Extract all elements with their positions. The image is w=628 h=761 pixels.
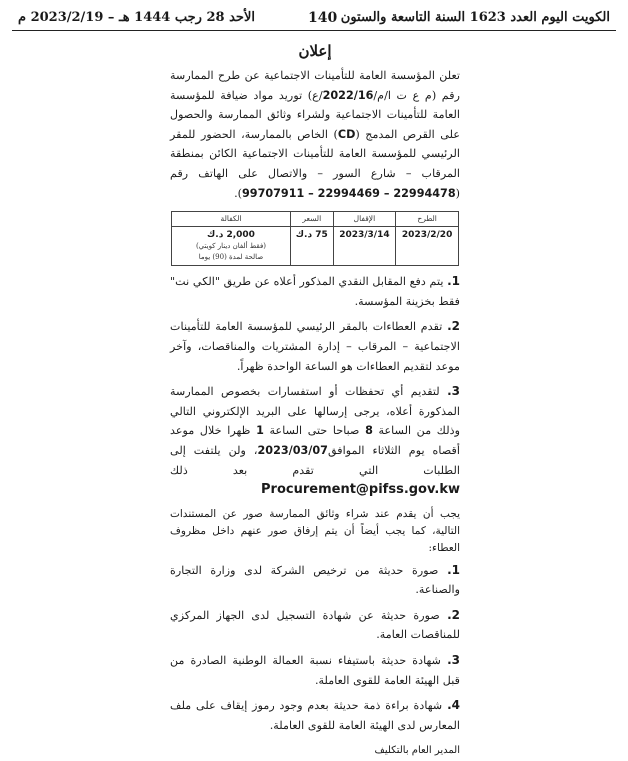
signature: المدير العام بالتكليف	[374, 745, 460, 757]
list-item	[170, 272, 460, 311]
header-date: الأحد 28 رجب 1444 هـ – 2023/2/19 م	[18, 10, 255, 25]
item-number: 4.	[447, 698, 461, 713]
item-number: 3.	[447, 653, 460, 668]
announcement-body	[170, 40, 460, 761]
intro-text-4: ).	[234, 186, 242, 200]
item-text: صباحا حتى الساعة	[263, 424, 366, 438]
table-header-row	[172, 212, 459, 227]
price-value: 75 د.ك	[291, 227, 334, 266]
list-item	[170, 696, 460, 735]
page-header	[12, 6, 616, 28]
item-number: 3.	[447, 384, 460, 399]
intro-text-1: تعلن المؤسسة العامة للتأمينات الاجتماعية عن طرح الممارسة رقم (م ع ت ا/م/	[170, 69, 460, 102]
bail-amount: 2,000 د.ك	[207, 230, 255, 241]
bail-words: (فقط ألفان دينار كويتي)	[195, 242, 267, 251]
hour-from: 8	[365, 424, 373, 438]
closing-date: 2023/3/14	[333, 227, 396, 266]
list-item	[170, 317, 460, 376]
item-text: شهادة حديثة باستيفاء نسبة العمالة الوطنية الصادرة من قبل الهيئة العامة للقوى العاملة.	[170, 654, 460, 687]
col-bail: الكفالة	[172, 212, 291, 227]
page-number: 140	[308, 10, 338, 26]
item-text: صورة حديثة من ترخيص الشركة لدى وزارة التجارة والصناعة.	[170, 563, 460, 597]
practice-number: 2022/16	[322, 88, 374, 102]
col-closing: الإقفال	[333, 212, 396, 227]
announcement-title: إعلان	[298, 42, 332, 60]
hour-to: 1	[256, 424, 264, 438]
item-number: 1.	[447, 274, 460, 289]
tender-table	[171, 211, 459, 266]
item-text: تقدم العطاءات بالمقر الرئيسي للمؤسسة العامة للتأمينات الاجتماعية – المرقاب – إدارة المشتريات والمناقصات، وآخر موعد لتقديم العطاءات هو الساعة الواحدة ظهراً.	[170, 320, 460, 373]
list-item	[170, 382, 460, 500]
announcement-intro	[170, 66, 460, 203]
item-number: 2.	[447, 607, 460, 622]
cd-label: CD	[337, 127, 356, 141]
list-item	[170, 651, 460, 690]
header-issue: الكويت اليوم العدد 1623 السنة التاسعة والستون	[340, 10, 610, 25]
col-offering: الطرح	[396, 212, 459, 227]
table-row	[172, 227, 459, 266]
item-number: 2.	[447, 319, 460, 334]
header-divider	[12, 30, 616, 31]
bail-validity: صالحة لمدة (90) يوما	[198, 253, 264, 262]
col-price: السعر	[291, 212, 334, 227]
item-text: يتم دفع المقابل النقدي المذكور أعلاه عن طريق "الكي نت" فقط بخزينة المؤسسة.	[170, 275, 460, 308]
bail-cell	[172, 227, 291, 266]
item-text: شهادة براءة ذمة حديثة بعدم وجود رموز إيقاف على ملف المعارس لدى الهيئة العامة للقوى العاملة.	[170, 699, 460, 732]
intro-text-2: /ع) توريد مواد ضيافة للمؤسسة العامة للتأمينات الاجتماعية ولشراء وثائق الممارسة والحصول على القرص المدمج (	[170, 88, 460, 141]
requirements-intro: يجب أن يقدم عند شراء وثائق الممارسة صور عن المستندات التالية، كما يجب أيضاً أن يتم إرفاق صور عنهم داخل مظروف العطاء:	[170, 507, 460, 554]
intro-text-3: ) الخاص بالممارسة، الحضور للمقر الرئيسي للمؤسسة العامة للتأمينات الاجتماعية الكائن بمنطقة المرقاب – شارع السور – والاتصال على الهاتف رقم (	[170, 127, 460, 200]
email-link[interactable]: Procurement@pifss.gov.kw	[261, 482, 460, 498]
list-item	[170, 606, 460, 645]
item-number: 1.	[447, 562, 460, 577]
item-text: ظهرا خلال موعد أقصاه يوم الثلاثاء الموافق	[170, 424, 460, 457]
phone-numbers: 22994478 – 22994469 – 99707911	[242, 186, 456, 200]
item-text: صورة حديثة عن شهادة التسجيل لدى الجهاز المركزي للمناقصات العامة.	[170, 608, 460, 642]
offering-date: 2023/2/20	[396, 227, 459, 266]
item-text: ، ولن يلتفت إلى الطلبات التي تقدم بعد ذلك	[170, 443, 460, 477]
list-item	[170, 561, 460, 600]
deadline-date: 2023/03/07	[257, 443, 328, 457]
item-text: لتقديم أي تحفظات أو استفسارات بخصوص الممارسة المذكورة أعلاه، يرجى إرسالها على البريد الإلكتروني التالي وذلك من الساعة	[170, 385, 460, 438]
